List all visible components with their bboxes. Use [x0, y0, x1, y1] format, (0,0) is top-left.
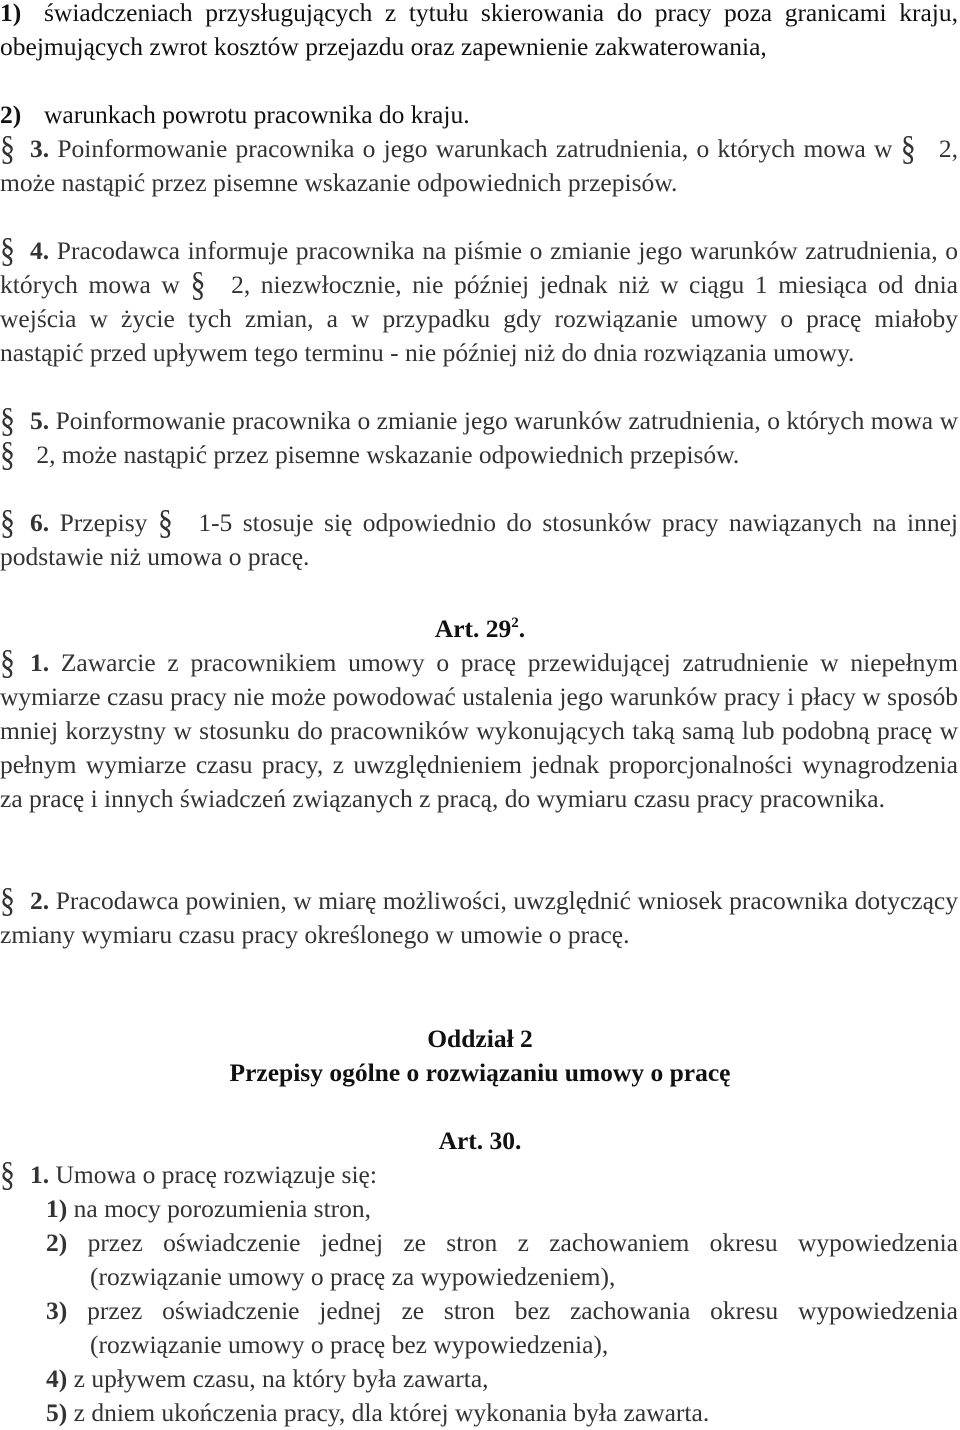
paragraph-text: 2, niezwłocznie, nie później jednak niż w ciągu 1 miesiąca od dnia wejścia w życie tych zmian, a w przypadku gdy rozwiązanie umowy o pracę miałoby nastąpić przed upływem tego terminu - nie później niż do dnia rozwiązania umowy. [0, 270, 959, 367]
paragraph-number: 6. [30, 508, 50, 537]
list-item-1 [0, 0, 958, 64]
article-29-2-heading [0, 612, 960, 646]
article-superscript: 2 [511, 615, 519, 631]
section-symbol: § [0, 881, 15, 920]
section-symbol: § [900, 129, 916, 168]
list-number: 5) [46, 1398, 68, 1427]
paragraph-number: 4. [30, 236, 50, 265]
list-item-2 [0, 98, 958, 132]
art30-item-2 [46, 1226, 958, 1294]
art30-item-4 [46, 1362, 958, 1396]
section-symbol: § [0, 401, 15, 440]
list-number: 2) [46, 1228, 68, 1257]
paragraph-6 [0, 503, 959, 574]
paragraph-text: 1-5 stosuje się odpowiednio do stosunków pracy nawiązanych na innej podstawie niż umowa o pracę. [0, 508, 959, 571]
list-text: z dniem ukończenia pracy, dla której wykonania była zawarta. [73, 1398, 710, 1427]
section-symbol: § [0, 643, 15, 682]
paragraph-text: 2, może nastąpić przez pisemne wskazanie odpowiednich przepisów. [0, 134, 959, 197]
paragraph-text: Zawarcie z pracownikiem umowy o pracę przewidującej zatrudnienie w niepełnym wymiarze czasu pracy nie może powodować ustalenia jego warunków pracy i płacy w sposób mniej korzystny w stosunku do pracowników wykonujących taką samą lub podobną pracę w pełnym wymiarze czasu pracy, z uwzględnieniem jednak proporcjonalności wynagrodzenia za pracę i innych świadczeń związanych z pracą, do wymiaru czasu pracy pracownika. [0, 648, 959, 813]
paragraph-text: Umowa o pracę rozwiązuje się: [55, 1160, 377, 1189]
list-number: 2) [0, 100, 22, 129]
list-number: 1) [0, 0, 22, 27]
section-symbol: § [0, 503, 15, 542]
section-symbol: § [0, 435, 15, 474]
list-text: świadczeniach przysługujących z tytułu skierowania do pracy poza granicami kraju, obejmujących zwrot kosztów przejazdu oraz zapewnienie zakwaterowania, [0, 0, 958, 61]
list-text: przez oświadczenie jednej ze stron z zachowaniem okresu wypowiedzenia (rozwiązanie umowy o pracę za wypowiedzeniem), [87, 1228, 958, 1291]
section-symbol: § [190, 265, 206, 304]
art30-item-3 [46, 1294, 958, 1362]
section-symbol: § [0, 1155, 15, 1194]
paragraph-text: Pracodawca powinien, w miarę możliwości, uwzględnić wniosek pracownika dotyczący zmiany wymiaru czasu pracy określonego w umowie o pracę. [0, 886, 958, 949]
paragraph-number: 1. [30, 648, 50, 677]
art29-paragraph-2 [0, 881, 958, 952]
art30-paragraph-1 [0, 1155, 958, 1194]
division-subtitle: Przepisy ogólne o rozwiązaniu umowy o pracę [229, 1058, 731, 1087]
list-text: przez oświadczenie jednej ze stron bez zachowania okresu wypowiedzenia (rozwiązanie umowy o pracę bez wypowiedzenia), [87, 1296, 958, 1359]
article-heading-text: Art. 29 [434, 614, 512, 643]
section-symbol: § [157, 503, 173, 542]
art30-item-5 [46, 1396, 958, 1430]
list-number: 3) [46, 1296, 68, 1325]
art29-paragraph-1 [0, 643, 959, 816]
article-30-heading: Art. 30. [438, 1126, 522, 1155]
paragraph-text: Pracodawca informuje pracownika na piśmie o zmianie jego warunków zatrudnienia, o których mowa w [0, 236, 959, 299]
list-text: z upływem czasu, na który była zawarta, [73, 1364, 489, 1393]
section-symbol: § [0, 231, 15, 270]
paragraph-4 [0, 231, 959, 370]
paragraph-5 [0, 401, 959, 474]
article-heading-end: . [518, 614, 526, 643]
paragraph-3 [0, 129, 959, 200]
list-text: na mocy porozumienia stron, [73, 1194, 372, 1223]
paragraph-number: 5. [30, 406, 50, 435]
list-number: 4) [46, 1364, 68, 1393]
paragraph-number: 1. [30, 1160, 50, 1189]
list-number: 1) [46, 1194, 68, 1223]
art30-item-1 [46, 1192, 958, 1226]
division-title: Oddział 2 [427, 1024, 533, 1053]
paragraph-number: 2. [30, 886, 50, 915]
paragraph-text: Poinformowanie pracownika o jego warunkach zatrudnienia, o których mowa w [57, 134, 893, 163]
list-text: warunkach powrotu pracownika do kraju. [44, 100, 470, 129]
paragraph-text: Poinformowanie pracownika o zmianie jego warunków zatrudnienia, o których mowa w [55, 406, 959, 435]
paragraph-text: 2, może nastąpić przez pisemne wskazanie odpowiednich przepisów. [36, 440, 740, 469]
section-symbol: § [0, 129, 15, 168]
paragraph-number: 3. [30, 134, 50, 163]
paragraph-text: Przepisy [59, 508, 148, 537]
